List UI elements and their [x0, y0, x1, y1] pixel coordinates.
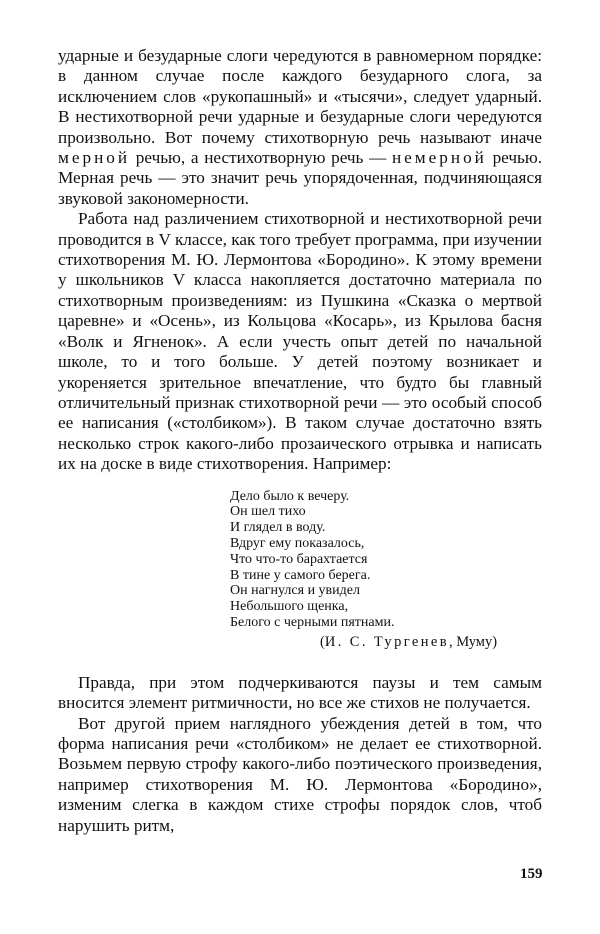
- poem-excerpt: [230, 489, 542, 631]
- paragraph-1-spaced-word-1: мерной: [58, 148, 131, 168]
- poem-line: Небольшого щенка,: [230, 599, 349, 615]
- paragraph-3: Правда, при этом подчеркиваются паузы и тем самым вносится элемент ритмичности, но все же стихов не получается.: [58, 672, 542, 713]
- paragraph-1-part-2: речью, а нестихотворную речь —: [130, 148, 392, 168]
- page-body: [58, 46, 542, 836]
- poem-line: Белого с черными пятнами.: [230, 614, 395, 630]
- paragraph-1: [58, 46, 542, 209]
- paragraph-1-spaced-word-2: немерной: [391, 148, 487, 168]
- page-number: 159: [520, 866, 543, 882]
- poem-attribution: [320, 633, 542, 651]
- paragraph-4: Вот другой прием наглядного убеждения детей в том, что форма написания речи «столбиком» не делает ее стихотворной. Возьмем первую строфу какого-либо поэтического произведения, например стихотворения М. Ю. Лермонтова «Бородино», изменим слегка в каждом стихе строфы порядок слов, чтоб нарушить ритм,: [58, 713, 542, 835]
- paragraph-2: Работа над различением стихотворной и нестихотворной речи проводится в V классе, как того требует программа, при изучении стихотворения М. Ю. Лермонтова «Бородино». К этому времени у школьников V класса накопляется достаточно материала по стихотворным произведениям: из Пушкина «Сказка о мертвой царевне» и «Осень», из Кольцова «Косарь», из Крылова басня «Волк и Ягненок». А если учесть опыт детей по начальной школе, то и того больше. У детей поэтому возникает и укореняется зрительное впечатление, что будто бы главный отличительный признак стихотворной речи — это особый способ ее написания («столбиком»). В таком случае достаточно взять несколько строк какого-либо прозаического отрывка и написать их на доске в виде стихотворения. Например:: [58, 209, 542, 474]
- poem-line: И глядел в воду.: [230, 520, 326, 536]
- attribution-author: И. С. Тургенев: [324, 633, 449, 650]
- poem-line: Что что-то барахтается: [230, 551, 368, 567]
- attribution-rest: , Муму): [448, 633, 498, 650]
- poem-line: Он нагнулся и увидел: [230, 583, 360, 599]
- poem-line: Дело было к вечеру.: [230, 488, 350, 504]
- attribution-open-paren: (: [320, 633, 325, 650]
- paragraph-1-part-3: речью. Мерная речь — это значит речь упорядоченная, подчиняющаяся звуковой закономерности.: [58, 148, 542, 208]
- paragraph-1-part-1: ударные и безударные слоги чередуются в равномерном порядке: в данном случае после каждого безударного слога, за исключением слов «рукопашный» и «тысячи», следует ударный. В нестихотворной речи ударные и безударные слоги чередуются произвольно. Вот почему стихотворную речь называют иначе: [58, 46, 542, 147]
- poem-line: Вдруг ему показалось,: [230, 535, 365, 551]
- poem-line: В тине у самого берега.: [230, 567, 371, 583]
- poem-line: Он шел тихо: [230, 504, 306, 520]
